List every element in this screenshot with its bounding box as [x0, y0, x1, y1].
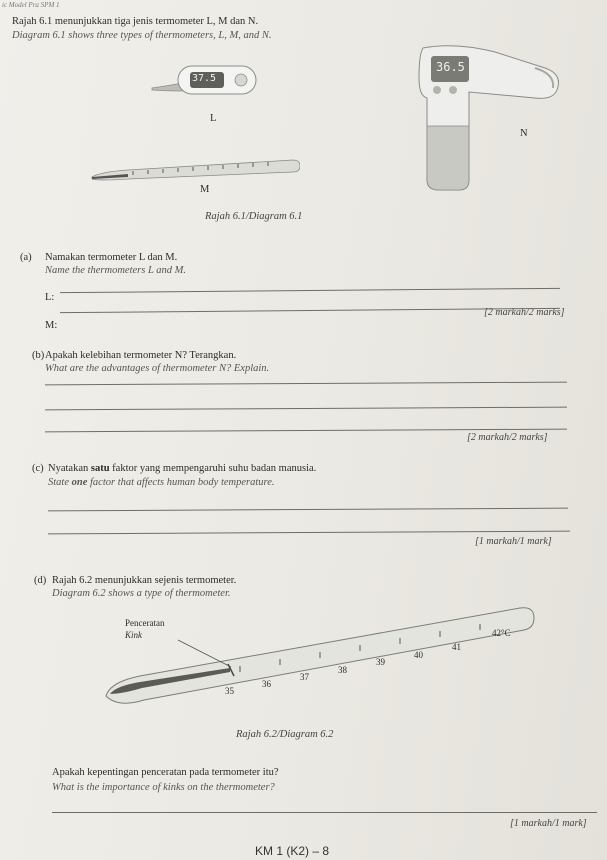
question-a-number: (a): [20, 252, 32, 263]
answer-line-d[interactable]: [52, 812, 597, 813]
diagram-6-1-caption: Rajah 6.1/Diagram 6.1: [205, 211, 303, 222]
label-constriction-english: Kink: [125, 630, 142, 640]
intro-malay: Rajah 6.1 menunjukkan tiga jenis termometer L, M dan N.: [12, 16, 259, 27]
question-c-english-end: factor that affects human body temperature.: [90, 477, 275, 488]
label-M: M: [200, 184, 210, 195]
clinical-thermometer-diagram: [100, 600, 540, 715]
scale-label-0: 35: [225, 686, 234, 696]
scale-label-4: 39: [376, 657, 385, 667]
answer-line-c-2[interactable]: [48, 531, 570, 535]
question-c-marks: [1 markah/1 mark]: [475, 536, 552, 547]
question-a-malay: Namakan termometer L dan M.: [45, 252, 178, 263]
question-c-malay-start: Nyatakan: [48, 463, 89, 474]
answer-line-b-2[interactable]: [45, 407, 567, 411]
question-b-english: What are the advantages of thermometer N? Explain.: [45, 363, 270, 374]
page-footer: KM 1 (K2) – 8: [255, 844, 330, 858]
question-d-english: Diagram 6.2 shows a type of thermometer.: [52, 588, 231, 599]
scale-label-6: 41: [452, 642, 461, 652]
scale-label-5: 40: [414, 650, 423, 660]
question-d-marks: [1 markah/1 mark]: [510, 818, 587, 829]
answer-M-label: M:: [45, 320, 58, 331]
answer-L-label: L:: [45, 292, 55, 303]
question-c-malay-emphasis: satu: [90, 463, 110, 474]
question-d-prompt-english: What is the importance of kinks on the thermometer?: [52, 782, 275, 793]
answer-line-b-1[interactable]: [45, 382, 567, 386]
question-c-malay-end: faktor yang mempengaruhi suhu badan manusia.: [112, 463, 317, 474]
diagram-6-2-caption: Rajah 6.2/Diagram 6.2: [236, 729, 334, 740]
answer-line-c-1[interactable]: [48, 508, 568, 512]
scale-label-1: 36: [262, 679, 271, 689]
thermometer-L-reading: 37.5: [192, 73, 217, 84]
question-c-number: (c): [32, 463, 44, 474]
question-c-english-start: State: [48, 477, 69, 488]
scale-label-7: 42°C: [492, 628, 511, 638]
intro-english: Diagram 6.1 shows three types of thermometers, L, M, and N.: [12, 30, 272, 41]
scale-label-2: 37: [300, 672, 309, 682]
scale-label-3: 38: [338, 665, 347, 675]
question-c-malay: [48, 463, 316, 474]
answer-line-L[interactable]: [60, 288, 560, 293]
running-header: ic Model Pra SPM 1: [2, 1, 60, 9]
question-c-english: [48, 477, 275, 488]
question-a-english: Name the thermometers L and M.: [45, 265, 186, 276]
question-a-marks: [2 markah/2 marks]: [484, 307, 565, 318]
question-d-number: (d): [34, 575, 47, 586]
question-d-malay: Rajah 6.2 menunjukkan sejenis termometer.: [52, 575, 237, 586]
question-b-number: (b): [32, 350, 45, 361]
question-c-english-emphasis: one: [71, 477, 88, 488]
question-b-malay: Apakah kelebihan termometer N? Terangkan.: [45, 350, 237, 361]
question-b-marks: [2 markah/2 marks]: [467, 432, 548, 443]
label-L: L: [210, 113, 217, 124]
label-constriction-malay: Penceratan: [125, 618, 165, 628]
label-N: N: [520, 128, 528, 139]
mercury-thermometer-M: [88, 152, 300, 182]
thermometer-N-reading: 36.5: [436, 60, 465, 74]
question-d-prompt-malay: Apakah kepentingan penceratan pada termometer itu?: [52, 767, 279, 778]
